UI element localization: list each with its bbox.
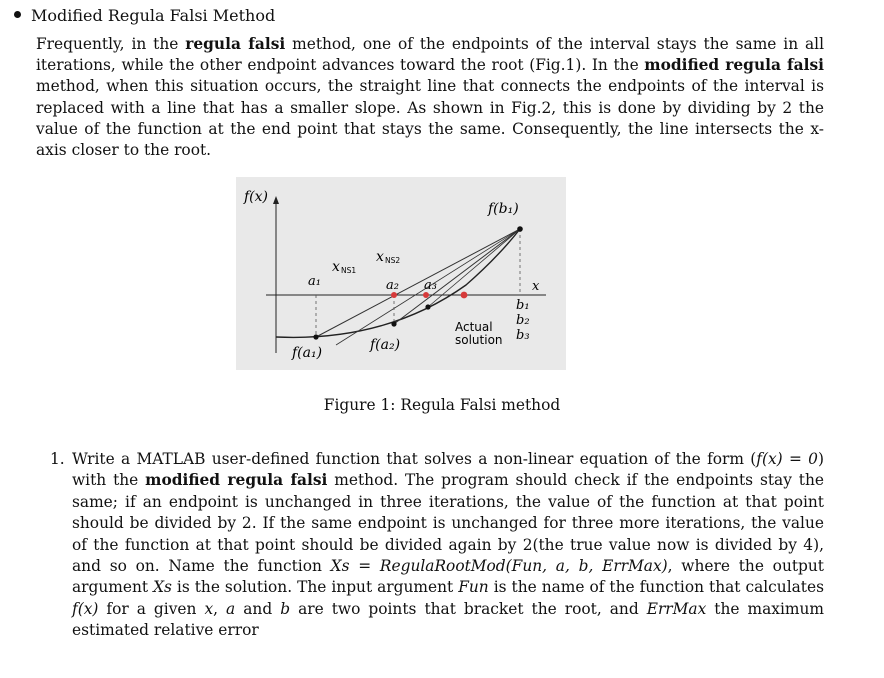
regula-falsi-figure [236,177,566,370]
q-fun: Fun [458,578,489,597]
bullet-icon [14,11,21,18]
section-title: Modified Regula Falsi Method [31,6,276,25]
section-heading [14,6,275,26]
fa2-label: f(a₂) [370,337,401,353]
q-text-11: the maximum estimated relative error [72,599,825,640]
q-text-9: and [235,599,281,618]
point-f-a1 [313,334,318,339]
intro-text-3: method, when this situation occurs, the straight line that connects the endpoints of the interval is replaced with a line that has a smaller slope. As shown in Fig.2, this is done by dividing by 2 the value of the function at the end point that stays the same. Consequently, the line intersects the x-axis closer to the root. [36,77,824,160]
a2-label: a₂ [386,278,399,293]
q-errmax: ErrMax [646,599,707,618]
point-f-a3 [425,304,430,309]
intro-text-1: Frequently, in the [36,35,186,53]
q-text-8: , [213,599,227,618]
xns2-label-sub: NS2 [385,256,401,265]
actual-label: Actual [455,320,493,334]
q-bold: modified regula falsi [145,471,328,490]
q-xs-2: Xs [153,578,172,597]
q-text-2: ) with the [72,450,824,490]
intro-bold-2: modified regula falsi [644,56,824,75]
fb1-label: f(b₁) [488,201,519,217]
xns1-label-sub: NS1 [341,266,357,275]
q-text-3: method. The program should check if the endpoints stay the same; if an endpoint is unchanged in three iterations, the value of the function at that point should be divided by 2. If the same endpoint is unchanged for three more iterations, the value of the function at that point should be divided again by 2(the true value now is divided by 4), and so on. Name the function [72,471,824,576]
q-text-6: is the name of the function that calculates [488,578,824,597]
question-item [50,449,824,642]
b2-label: b₂ [516,313,530,328]
figure-caption: Figure 1: Regula Falsi method [323,396,561,414]
point-actual-solution [461,292,468,299]
fa1-label: f(a₁) [292,345,323,361]
fx-label: f(x) [244,189,269,205]
q-b: b [280,599,291,618]
secant-line-2 [394,229,520,324]
intro-bold-1: regula falsi [185,35,286,53]
q-text-1: Write a MATLAB user-defined function that solves a non-linear equation of the form ( [72,450,757,468]
point-f-b1 [517,226,523,232]
q-xs: Xs [330,557,350,576]
figure-diagram [236,177,566,370]
q-fx: f(x) [72,599,99,618]
b1-label: b₁ [516,298,530,313]
question-text [72,449,824,642]
intro-text-2: method, one of the endpoints of the interval stays the same in all iterations, while the other endpoint advances toward the root (Fig.1). In the [36,35,825,75]
intro-paragraph [36,34,824,161]
q-a: a [226,599,236,618]
q-text-10: are two points that bracket the root, and [290,599,647,618]
xns2-label-main: x [376,249,384,265]
q-eq: = [349,557,380,576]
b3-label: b₃ [516,328,530,343]
question-number: 1. [50,450,65,468]
x-axis-label: x [532,279,540,294]
xns1-label-main: x [332,259,340,275]
q-function-signature: RegulaRootMod(Fun, a, b, ErrMax) [379,557,668,576]
point-f-a2 [391,321,396,326]
q-equation: f(x) = 0 [756,450,818,468]
q-text-5: is the solution. The input argument [171,578,459,597]
q-x: x [204,599,214,618]
q-text-7: for a given [98,599,205,618]
a1-label: a₁ [308,274,321,289]
a3-label: a₃ [424,278,437,293]
q-text-4: , where the output argument [72,557,824,597]
solution-label: solution [455,333,503,347]
y-axis-arrow-icon [273,196,279,204]
